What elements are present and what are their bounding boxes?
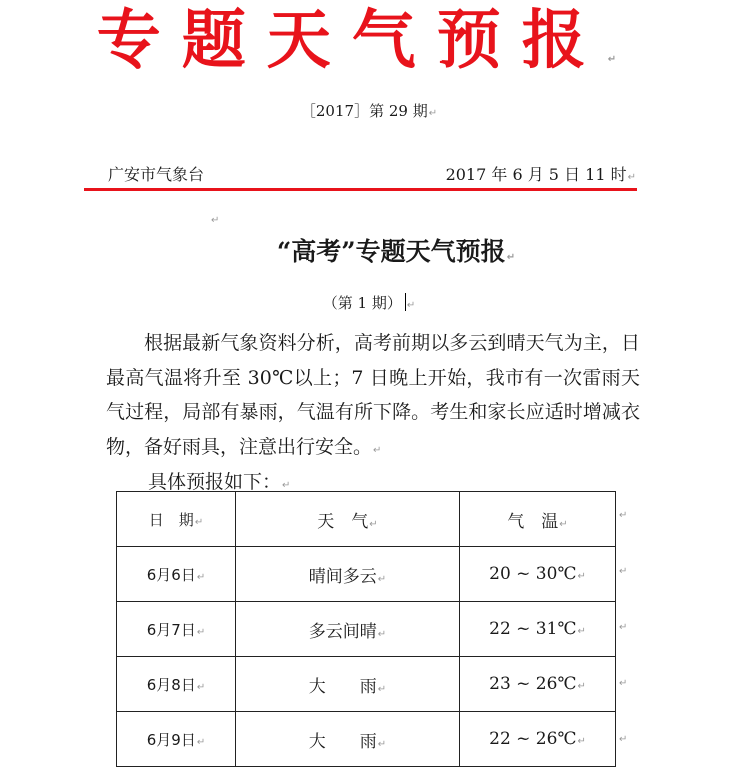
table-header-row: [117, 492, 616, 547]
body-paragraph-text: 根据最新气象资料分析，高考前期以多云到晴天气为主，日最高气温将升至 30℃以上；7 日晚上开始，我市有一次雷雨天气过程，局部有暴雨，气温有所下降。考生和家长应适时增减衣物，备好雨具，注意出行安全。: [106, 332, 640, 458]
cell-mark: ↵: [194, 516, 204, 528]
cell-temperature[interactable]: 23 ~ 26℃↵: [460, 657, 616, 712]
paragraph-mark: ↵: [607, 54, 638, 65]
cell-mark: ↵: [196, 626, 206, 638]
header-temperature[interactable]: 气 温↵: [460, 492, 616, 547]
row-end-mark: ↵: [619, 566, 628, 577]
cell-mark: ↵: [369, 518, 378, 530]
cell-mark: ↵: [377, 573, 387, 585]
issue-number: ［2017］第 29 期: [300, 102, 428, 120]
cell-mark: ↵: [577, 736, 586, 747]
document-title-text: “高考”专题天气预报: [276, 237, 506, 266]
lead-in-label: 具体预报如下：: [148, 471, 282, 493]
cell-mark: ↵: [559, 518, 568, 530]
cell-mark: ↵: [196, 681, 206, 693]
cell-date[interactable]: 6月8日↵: [117, 657, 236, 712]
cell-mark: ↵: [196, 736, 206, 748]
empty-paragraph: [210, 208, 219, 227]
cell-temperature[interactable]: 22 ~ 26℃↵: [460, 712, 616, 767]
table-row: [117, 657, 616, 712]
cell-temperature[interactable]: 20 ~ 30℃↵: [460, 547, 616, 602]
cell-mark: ↵: [577, 626, 586, 637]
paragraph-mark: ↵: [406, 300, 416, 311]
cell-mark: ↵: [377, 683, 387, 695]
paragraph-mark: ↵: [282, 480, 291, 491]
cell-weather[interactable]: 大 雨↵: [236, 712, 460, 767]
header-weather[interactable]: 天 气↵: [236, 492, 460, 547]
issue-line: [0, 100, 738, 121]
paragraph-mark: ↵: [627, 172, 636, 183]
issue-datetime-text: 2017 年 6 月 5 日 11 时: [445, 165, 627, 184]
subtitle-text: （第 1 期）: [322, 294, 402, 312]
cell-mark: ↵: [577, 681, 586, 692]
paragraph-mark: ↵: [428, 108, 438, 119]
cell-weather[interactable]: 大 雨↵: [236, 657, 460, 712]
body-paragraph[interactable]: [106, 326, 640, 468]
cell-temperature[interactable]: 22 ~ 31℃↵: [460, 602, 616, 657]
paragraph-mark: ↵: [506, 252, 516, 263]
cell-date[interactable]: 6月9日↵: [117, 712, 236, 767]
cell-mark: ↵: [196, 571, 206, 583]
issuing-org: 广安市气象台: [108, 165, 205, 184]
forecast-table: [116, 491, 616, 767]
masthead-title: [0, 6, 734, 95]
row-end-mark: ↵: [619, 510, 628, 521]
cell-mark: ↵: [377, 738, 387, 750]
issue-datetime: [446, 162, 636, 185]
lead-in-text: [148, 467, 290, 494]
header-red-rule: [84, 188, 637, 191]
document-subtitle[interactable]: [0, 292, 738, 313]
text-cursor: [405, 293, 406, 311]
row-end-mark: ↵: [619, 734, 628, 745]
document-title: [0, 232, 753, 268]
masthead-text: 专题天气预报: [96, 4, 607, 78]
paragraph-mark: ↵: [211, 215, 220, 226]
cell-mark: ↵: [577, 571, 586, 582]
cell-weather[interactable]: 晴间多云↵: [236, 547, 460, 602]
cell-mark: ↵: [377, 628, 387, 640]
row-end-mark: ↵: [619, 622, 628, 633]
table-row: [117, 712, 616, 767]
cell-weather[interactable]: 多云间晴↵: [236, 602, 460, 657]
paragraph-mark: ↵: [373, 444, 382, 456]
row-end-mark: ↵: [619, 678, 628, 689]
table-row: [117, 602, 616, 657]
cell-date[interactable]: 6月6日↵: [117, 547, 236, 602]
table-row: [117, 547, 616, 602]
header-date[interactable]: 日 期↵: [117, 492, 236, 547]
cell-date[interactable]: 6月7日↵: [117, 602, 236, 657]
